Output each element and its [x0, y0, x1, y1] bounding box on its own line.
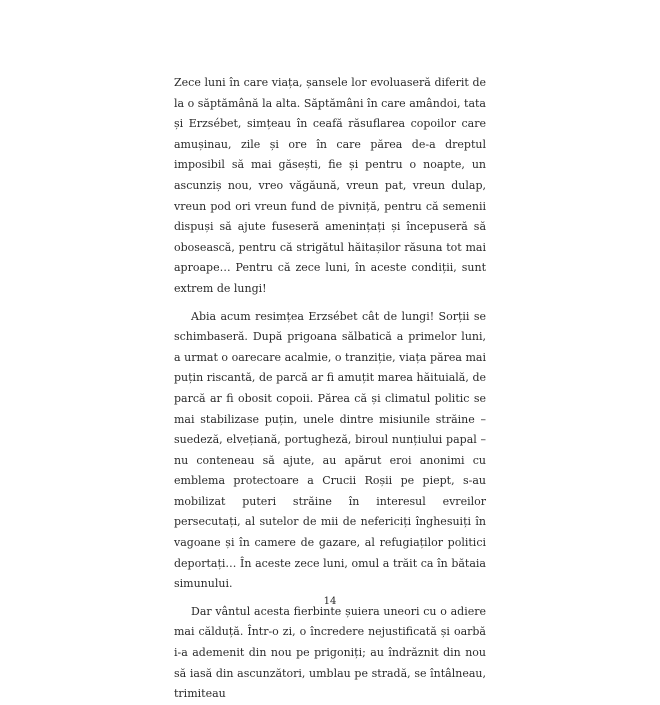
body-text [174, 73, 486, 705]
paragraph: Dar vântul acesta fierbinte șuiera uneori cu o adiere mai călduță. Într-o zi, o încredere nejustificată și oarbă i-a ademenit din nou pe prigoniți; au îndrăznit din nou să iasă din ascunzători, umblau pe stradă, se întâlneau, trimiteau [174, 604, 486, 701]
page-number: 14 [323, 596, 337, 607]
paragraph: Zece luni în care viața, șansele lor evoluaseră diferit de la o săptămână la alta. Săptămâni în care amândoi, tata și Erzsébet, simțeau în ceafă răsuflarea copoilor care amușinau, zile și ore în care părea de-a dreptul imposibil să mai găsești, fie și pentru o noapte, un ascunziș nou, vreo văgăună, vreun pat, vreun dulap, vreun pod ori vreun fund de pivniță, pentru că semenii dispuși să ajute fuseseră amenințați și începuseră să obosească, pentru că strigătul hăitașilor răsuna tot mai aproape… Pentru că zece luni, în aceste condiții, sunt extrem de lungi! [174, 76, 486, 295]
paragraph: Abia acum resimțea Erzsébet cât de lungi! Sorții se schimbaseră. După prigoana sălbatică a primelor luni, a urmat o oarecare acalmie, o tranziție, viața părea mai puțin riscantă, de parcă ar fi amuțit marea hăituială, de parcă ar fi obosit copoii. Părea că și climatul politic se mai stabilizase puțin, unele dintre misiunile străine – suedeză, elvețiană, portugheză, biroul nunțiului papal – nu conteneau să ajute, au apărut eroi anonimi cu emblema protectoare a Crucii Roșii pe piept, s-au mobilizat puteri străine în interesul evreilor persecutați, al sutelor de mii de nefericiți înghesuiți în vagoane și în camere de gazare, al refugiaților politici deportați… În aceste zece luni, omul a trăit ca în bătaia simunului. [174, 309, 486, 591]
